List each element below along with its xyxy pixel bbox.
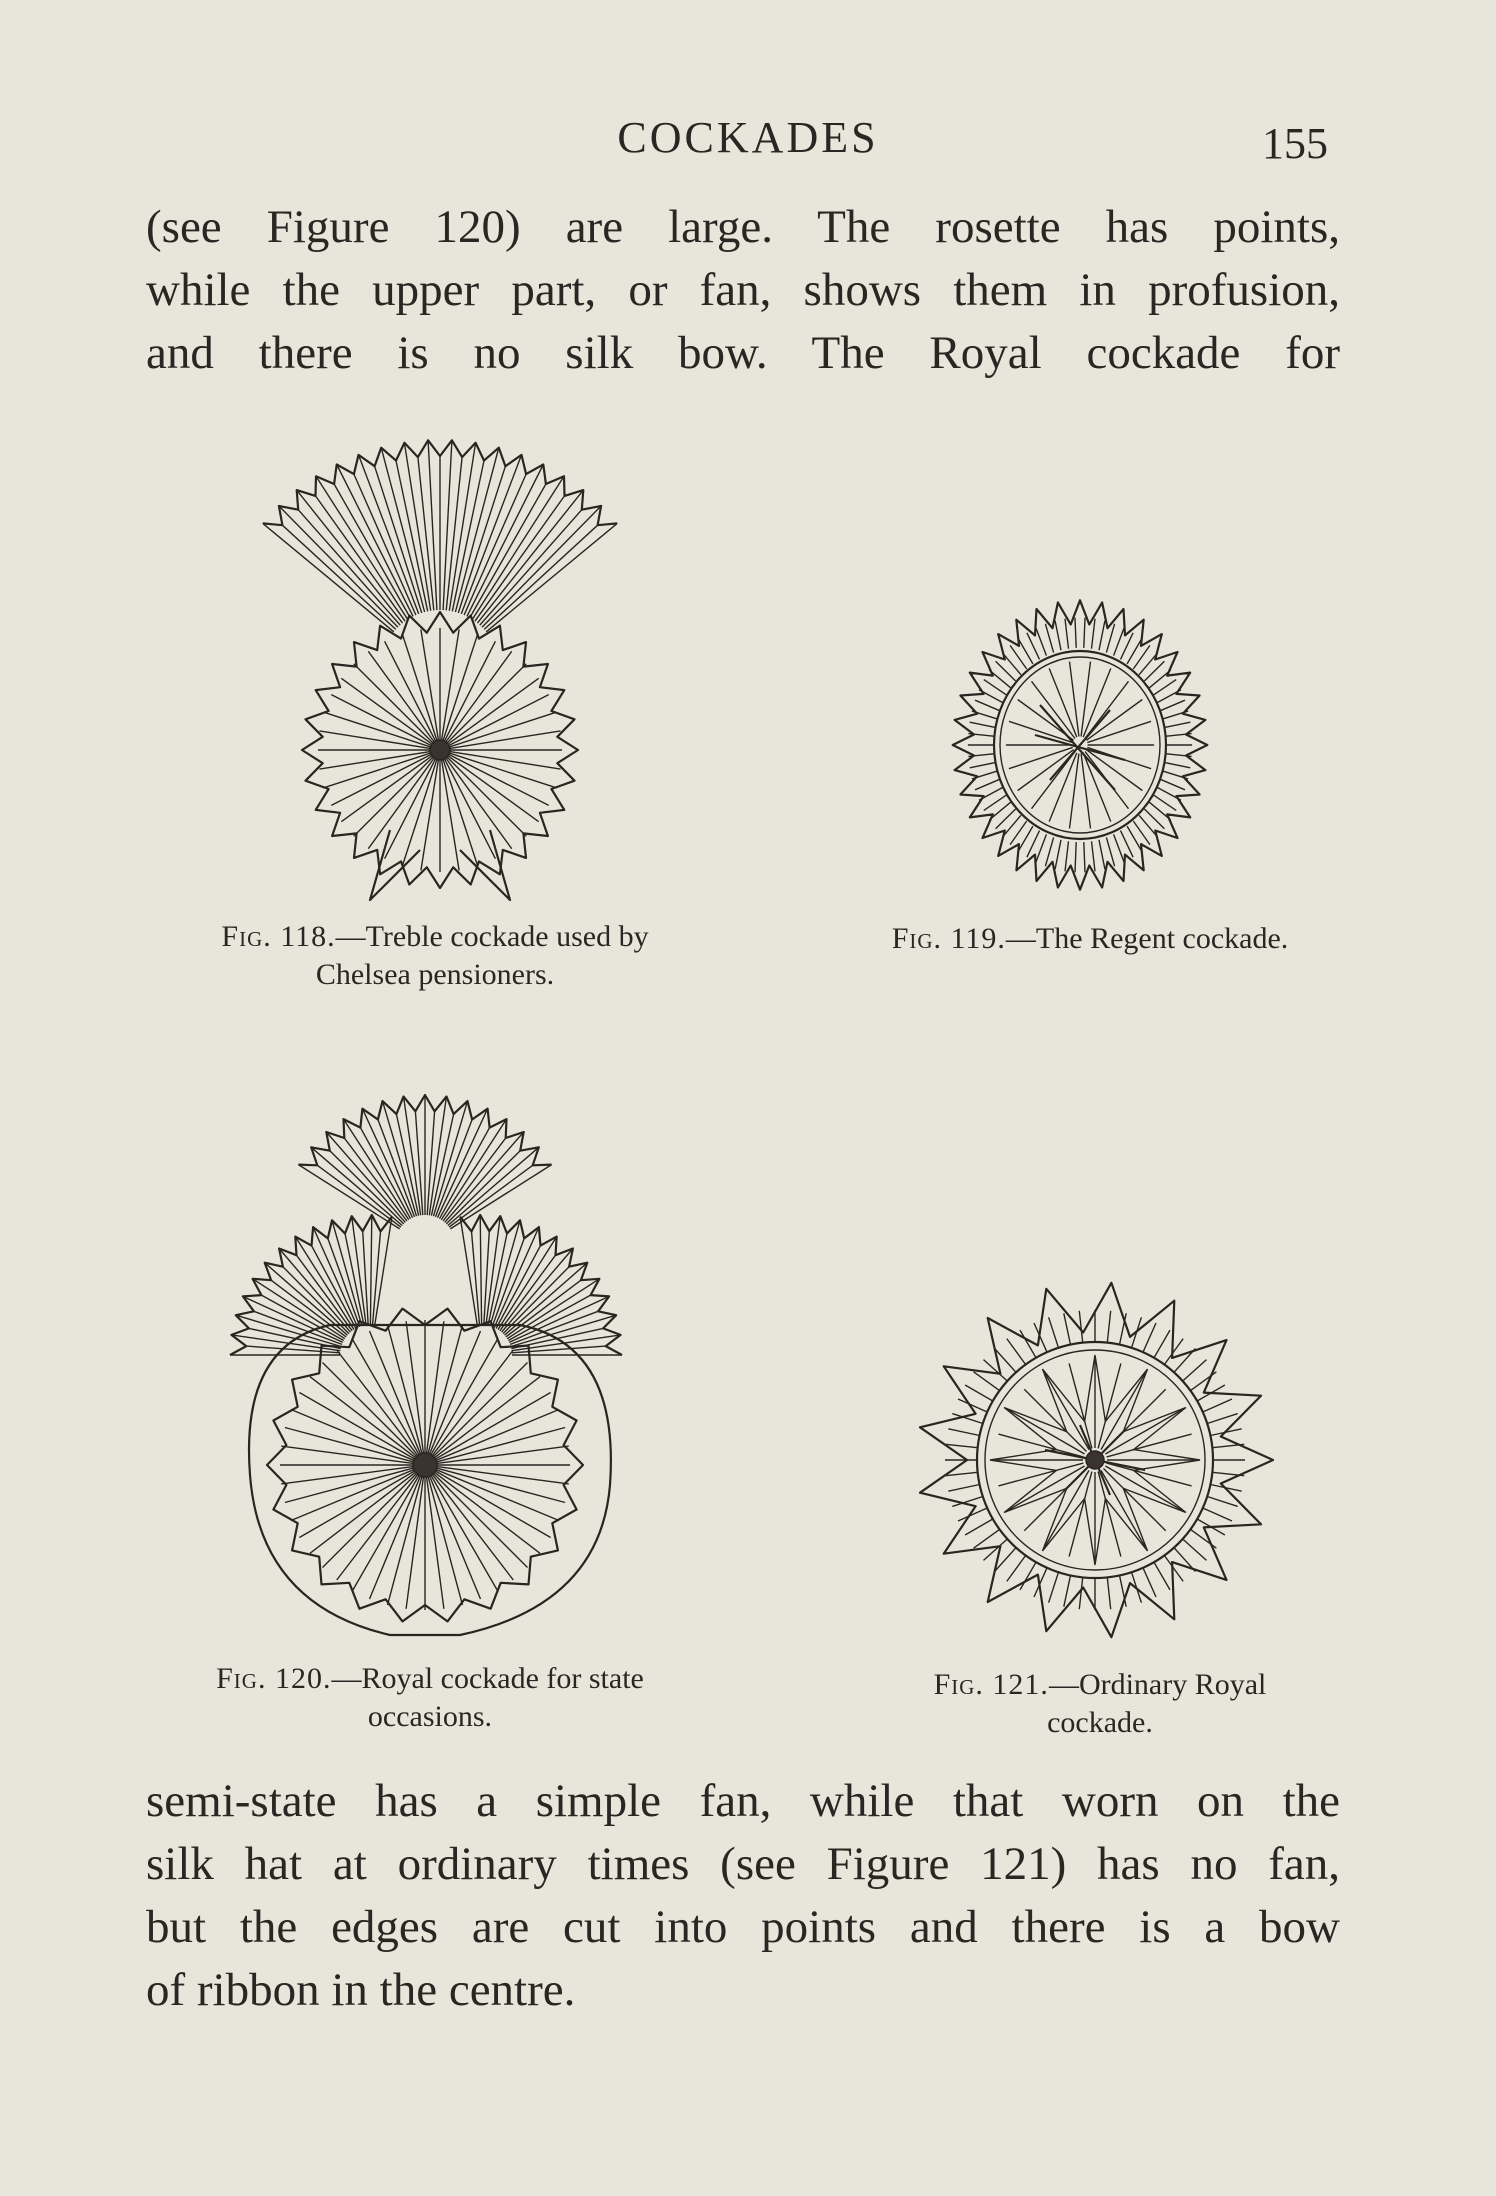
paragraph-top — [146, 196, 1340, 385]
caption-118-label: Fig. 118. — [221, 920, 336, 953]
figure-119 — [940, 585, 1220, 905]
caption-120-text: —Royal cockade for state — [331, 1662, 644, 1695]
ordinary-bow-knot — [1086, 1451, 1104, 1469]
page-number: 155 — [1262, 119, 1328, 168]
caption-118-text-2: Chelsea pensioners. — [315, 958, 555, 991]
caption-121-text: —Ordinary Royal — [1048, 1668, 1267, 1701]
paragraph-bottom — [146, 1770, 1340, 2022]
regent-cockade-drawing — [940, 585, 1220, 905]
royal-left-fan-pleats — [230, 1215, 392, 1355]
text-line: semi-state has a simple fan, while that worn on the — [146, 1775, 1340, 1827]
text-line: of ribbon in the centre. — [146, 1964, 576, 2016]
text-line: (see Figure 120) are large. The rosette has points, — [146, 201, 1340, 253]
royal-top-fan-pleats — [298, 1095, 551, 1229]
regent-bow — [1035, 705, 1125, 790]
royal-right-fan-pleats — [460, 1215, 622, 1355]
text-line: silk hat at ordinary times (see Figure 121) has no fan, — [146, 1838, 1340, 1890]
caption-118 — [150, 918, 720, 994]
treble-fan-pleats — [263, 440, 617, 632]
royal-rosette-centre — [413, 1453, 437, 1477]
royal-backing — [249, 1325, 611, 1635]
caption-120-label: Fig. 120. — [216, 1662, 332, 1695]
treble-cockade-drawing — [270, 430, 610, 910]
caption-119-label: Fig. 119. — [891, 922, 1006, 955]
text-line: while the upper part, or fan, shows them in profusion, — [146, 264, 1340, 316]
figure-118 — [270, 430, 610, 910]
figure-121 — [915, 1275, 1275, 1645]
caption-121-text-2: cockade. — [1047, 1706, 1153, 1739]
caption-121-label: Fig. 121. — [933, 1668, 1049, 1701]
caption-119-text: —The Regent cockade. — [1005, 922, 1289, 955]
treble-rosette-centre — [430, 740, 450, 760]
caption-121 — [860, 1666, 1340, 1742]
caption-118-text: —Treble cockade used by — [335, 920, 649, 953]
text-line: but the edges are cut into points and there is a bow — [146, 1901, 1340, 1953]
ordinary-royal-cockade-drawing — [915, 1275, 1275, 1645]
caption-120-text-2: occasions. — [367, 1700, 493, 1733]
figure-120 — [220, 1045, 630, 1645]
caption-120 — [140, 1660, 720, 1736]
running-head: COCKADES — [617, 113, 879, 162]
royal-state-cockade-drawing — [220, 1045, 630, 1645]
caption-119 — [830, 920, 1350, 958]
text-line: and there is no silk bow. The Royal cockade for — [146, 327, 1340, 379]
